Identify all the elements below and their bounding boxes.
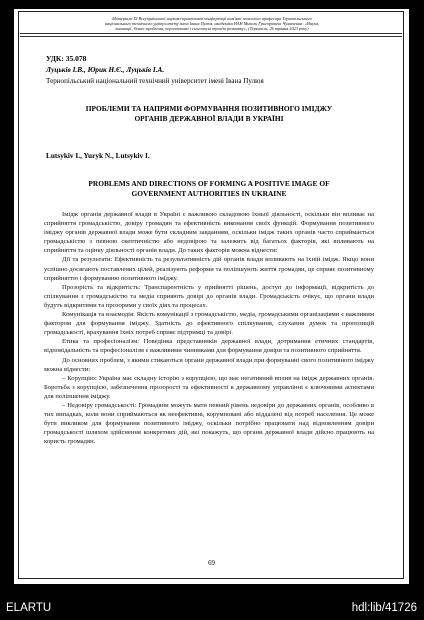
- title-en-line-2: GOVERNMENT AUTHORITIES IN UKRAINE: [131, 189, 287, 198]
- paragraph: Прозорість та відкритість: Транспарентність у прийнятті рішень, доступ до інформації, відкритість до спілкування з громадськістю та медіа сприяють довірі до органів влади. Громадськість очікує, що органи влади будуть відкритими та прозорими у своїх діях та процесах.: [44, 283, 374, 309]
- header-divider: [20, 33, 402, 34]
- handle-id: hdl:lib/41726: [351, 602, 417, 614]
- paragraph: Дії та результати: Ефективність та результативність дій органів влади впливають на їхній імідж. Якщо вони успішно досягають поставлених цілей, реалізують реформи та поліпшують життя громадян, це сприяє позитивному сприйняттю і формуванню позитивного іміджу.: [44, 256, 374, 282]
- paragraph: – Корупцію: Україна має складну історію з корупцією, що має негативний вплив на імідж державних органів. Боротьба з корупцією, забезпечення прозорості та ефективності в державному управлінні є ключовими аспектами для поліпшення іміджу.: [44, 374, 374, 400]
- paragraph: Етика та професіоналізм: Поведінка представників державної влади, дотримання етичних стандартів, відповідальність та професіоналізм є важливими чинниками для формування довіри та позитивного сприйняття.: [44, 338, 374, 355]
- paragraph: Комунікація та взаємодія: Якість комунікації з громадськістю, медіа, громадськими організаціями є важливим фактором для формування іміджу. Здатність до ефективного спілкування, слухання думок та пропозицій громадськості, врахування їхніх потреб сприяє підтримці та довірі.: [44, 311, 374, 337]
- affiliation: Тернопільський національний технічний університет імені Івана Пулюя: [46, 77, 264, 85]
- header-line-1: Матеріали XI Всеукраїнської науково-практичної конференції пам'яті почесного професора Тернопільського: [112, 16, 312, 21]
- page-number: 69: [208, 560, 215, 567]
- article-body: [44, 210, 374, 446]
- header-divider-2: [20, 36, 402, 37]
- document-page: [14, 9, 409, 584]
- paragraph: До основних проблем, з якими стикаються органи державної влади при формуванні свого позитивного іміджу можна віднести:: [44, 356, 374, 373]
- repository-footer: [0, 598, 424, 620]
- title-ua-line-1: ПРОБЛЕМИ ТА НАПРЯМИ ФОРМУВАННЯ ПОЗИТИВНОГО ІМІДЖУ: [85, 104, 333, 113]
- authors-ua: Луцьків І.В., Юрик Н.Є., Луцьків І.А.: [46, 65, 165, 74]
- repository-name: ELARTU: [6, 602, 52, 614]
- paragraph: Імідж органів державної влади в Україні є важливою складовою їхньої діяльності, оскільки він впливає на сприйняття громадськістю, довіру громадян та ефективність виконання своїх функцій. Формування позитивного іміджу органів державної влади може бути складним завданням, оскільки імідж таких органів часто сприймається громадськістю з певною скептичністю або недовірою та залежить від багатьох факторів, які впливають на сприйняття та оцінку діяльності органів влади. До таких факторів можна віднести:: [44, 211, 374, 255]
- paragraph: – Недовіру громадськості: Громадяни можуть мати певний рівень недовіри до державних органів, особливо в тих випадках, коли вони сприймаються як неефективні, корумповані або віддалені від потреб населення. Це може бути викликом для формування позитивного іміджу, оскільки потрібно працювати над відновленням довіри громадськості шляхом здійснення конкретних дій, які покажуть, що органи державної влади дійсно працюють на користь громадян.: [44, 401, 374, 446]
- conference-header: [32, 16, 392, 32]
- title-en: [44, 179, 374, 199]
- title-ua-line-2: ОРГАНІВ ДЕРЖАВНОЇ ВЛАДИ В УКРАЇНІ: [134, 114, 284, 123]
- authors-en: Lutsykiv I., Yuryk N., Lutsykiv I.: [46, 151, 150, 160]
- title-ua: [44, 104, 374, 124]
- header-line-3: інновації, бізнес:проблеми, перспективи і сьогочасні тренди розвитку», (Тернопіль, 26 травня 2023 року): [115, 26, 309, 32]
- header-line-2: національного технічного університету імені Івана Пулюя, академіка НАН Миколи Григоровича Чумаченка: «Наука,: [104, 21, 320, 27]
- udk-code: УДК: 35.078: [46, 54, 87, 63]
- title-en-line-1: PROBLEMS AND DIRECTIONS OF FORMING A POSITIVE IMAGE OF: [88, 179, 330, 188]
